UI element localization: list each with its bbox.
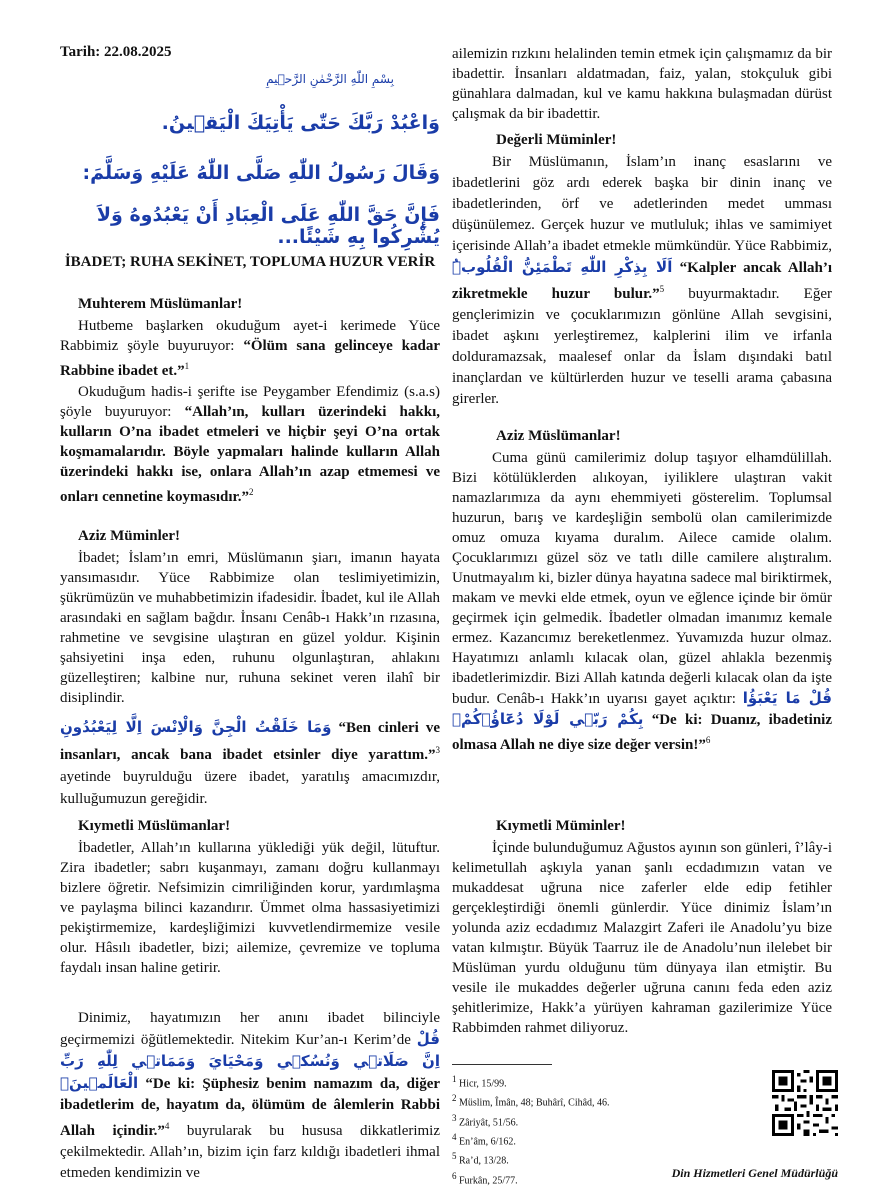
- paragraph: ailemizin rızkını helalinden temin etmek için çalışmamız da bir ibadettir. İnsanları aldatmadan, faiz, yalan, stokçuluk gibi günahlara dalmadan, kul ve kamu hakkına bulaşmadan dürüst çalışmak da bir ibadettir.: [452, 46, 832, 122]
- qr-code-icon[interactable]: [772, 1070, 838, 1136]
- footnote: $^4$ En’âm, 6/162.: [452, 1131, 516, 1148]
- paragraph: Bir Müslümanın, İslam’ın inanç esaslarını ve ibadetlerini göz ardı ederek başka bir dinin inanç ve ibadetlerinden, örf ve adetlerinden medet umması düşünülemez. Gerçek huzur ve mutluluk; ihlas ve samimiyet içerisinde Allah’a ibadet etmekle mümkündür. Yüce Rabbimiz, اَلَا بِذِكْرِ اللّٰهِ تَطْمَئِنُّ الْقُلُوبُۜ “Kalpler ancak Allah’ı zikretmekle huzur bulur.”$^5$ buyurmaktadır. Eğer gençlerimizin ve çocuklarımızın gönlüne Allah sevgisini, ibadet aşkını yerleştiremez, kalplerini ilim ve irfanla dolduramazsak, maalesef onlar da İslam dışındaki batıl inançlardan ve kültürlerden huzur ve teselli arama çabasına girerler.: [452, 154, 833, 407]
- footnote-divider: [452, 1064, 552, 1065]
- paragraph: İbadetler, Allah’ın kullarına yüklediği yük değil, lütuftur. Zira ibadetler; sabrı kuşanmayı, zamanı doğru kullanmayı bizlere öğretir. Nefsimizin cimriliğinden korur, yardımlaşma ve paylaşma bilinci kazandırır. Ümmet olma hassasiyetimizi pekiştirmemize, kardeşliğimizi kuvvetlendirmemize vesile olur. Hâsılı ibadetler, bizi; ailemize, çevremize ve topluma faydalı insan haline getirir.: [60, 840, 440, 976]
- arabic-inline-ayah: قُلْ مَا يَعْبَؤُا بِكُمْ رَبّ۪ي لَوْلَا دُعَٓاؤُ۬كُمْۚ: [452, 689, 832, 728]
- paragraph: İçinde bulunduğumuz Ağustos ayının son günleri, î’lây-i kelimetullah aşkıyla yanan şanlı ecdadımızın vatan ve mukaddesat uğruna nice zaferler elde edip fetihler gerçekleştirdiği önemli günlerdir. Yüce dinimiz İslam’ın yolunda aziz ecdadımız Malazgirt Zaferi ile Anadolu’yu bize vatan kılmıştır. Büyük Taarruz ile de Anadolu’nun ilelebet bir Müslüman yurdu olduğunu tüm dünyaya ilan etmiştir. Bu vesile ile mukaddes değerler uğruna canını feda eden aziz şehitlerimize, Hakk’a yürüyen kahraman gazilerimize Yüce Rabbimden rahmet diliyoruz.: [452, 840, 832, 1036]
- date-label: Tarih: 22.08.2025: [60, 44, 172, 60]
- arabic-hadith-intro: وَقَالَ رَسُولُ اللّٰهِ صَلَّى اللّٰهُ عَلَيْهِ وَسَلَّمَ:: [82, 162, 440, 184]
- arabic-inline-ayah: وَمَا خَلَقْتُ الْجِنَّ وَالْاِنْسَ اِلَّا لِيَعْبُدُونِ: [60, 718, 332, 736]
- footnote: $^3$ Zâriyât, 51/56.: [452, 1112, 519, 1128]
- sermon-title: İBADET; RUHA SEKİNET, TOPLUMA HUZUR VERİR: [64, 254, 436, 270]
- section-heading: Değerli Müminler!: [496, 132, 617, 148]
- paragraph: Hutbeme başlarken okuduğum ayet-i kerimede Yüce Rabbimiz şöyle buyuruyor: “Ölüm sana gelinceye kadar Rabbine ibadet et.”$^1$: [60, 318, 440, 379]
- arabic-ayah: وَاعْبُدْ رَبَّكَ حَتّٰى يَأْتِيَكَ الْيَق۪ينُ.: [161, 112, 440, 134]
- paragraph: Cuma günü camilerimiz dolup taşıyor elhamdülillah. Bizi kötülüklerden alıkoyan, iyiliklere ulaştıran vakit namazlarımıza da aynı ehemmiyeti gösterelim. Toplumsal huzurun, barış ve kardeşliğin sembolü olan camilerimizde omuz omuza kıyama duralım. Ailece camide olalım. Çocuklarımızı güzel söz ve tatlı dille camilere alıştıralım. Unutmayalım ki, bizler dünya hayatına sadece mal biriktirmek, makam ve mevki elde etmek, oyun ve eğlence içinde bir ömür geçirmek için gelmedik. İbadetler olmadan imanımız kemale ermez. Kazancımız bereketlenmez. Yuvamızda huzur olmaz. Hayatımızı anlamlı kılacak olan, güzel ahlakla bezenmiş ibadetlerimizdir. Bizi Allah katında değerli kılacak olan da işte budur. Cenâb-ı Hakk’ın uyarısı gayet açıktır: قُلْ مَا يَعْبَؤُا بِكُمْ رَبّ۪ي لَوْلَا دُعَٓاؤُ۬كُمْۚ “De ki: Duanız, ibadetiniz olmasa Allah ne diye size değer versin!”$^6$: [452, 450, 832, 753]
- arabic-inline-ayah: اَلَا بِذِكْرِ اللّٰهِ تَطْمَئِنُّ الْقُلُوبُۜ: [452, 258, 673, 276]
- footnote: $^2$ Müslim, Îmân, 48; Buhârî, Cihâd, 46.: [452, 1093, 610, 1109]
- section-heading: Aziz Müminler!: [78, 528, 181, 544]
- bismillah-calligraphy: بِسْمِ اللّٰهِ الرَّحْمٰنِ الرَّح۪يمِ: [266, 72, 394, 86]
- section-heading: Kıymetli Müminler!: [496, 818, 626, 834]
- arabic-hadith: فَإِنَّ حَقَّ اللّٰهِ عَلَى الْعِبَادِ أَنْ يَعْبُدُوهُ وَلاَ يُشْرِكُوا بِهِ شَيْئًا...: [96, 204, 440, 248]
- paragraph: Dinimiz, hayatımızın her anını ibadet bilinciyle geçirmemizi öğütlemektedir. Nitekim Kur’an-ı Kerim’de قُلْ اِنَّ صَلَات۪ي وَنُسُك۪ي وَمَحْيَايَ وَمَمَات۪ي لِلّٰهِ رَبِّ الْعَالَم۪ينَۙ “De ki: Şüphesiz benim namazım da, diğer ibadetlerim de, hayatım da, ölümüm de âlemlerin Rabbi Allah içindir.”$^4$ buyrularak bu hususa dikkatlerimiz çekilmektedir. Allah’ın, bizim için farz kıldığı ibadetleri ihmal etmeden kendimizin ve: [60, 1010, 441, 1181]
- section-heading: Aziz Müslümanlar!: [496, 428, 621, 444]
- section-heading: Muhterem Müslümanlar!: [78, 296, 243, 312]
- paragraph: وَمَا خَلَقْتُ الْجِنَّ وَالْاِنْسَ اِلَّا لِيَعْبُدُونِ “Ben cinleri ve insanları, ancak bana ibadet etsinler diye yarattım.”$^3$ ayetinde buyrulduğu üzere ibadet, yaratılış amacımızdır, kulluğumuzun gereğidir.: [60, 718, 441, 807]
- footnote: $^5$ Ra’d, 13/28.: [452, 1151, 509, 1167]
- footnote: $^6$ Furkân, 25/77.: [452, 1170, 518, 1186]
- paragraph: Okuduğum hadis-i şerifte ise Peygamber Efendimiz (s.a.s) şöyle buyuruyor: “Allah’ın, kulları üzerindeki hakkı, kulların O’na ibadet etmeleri ve hiçbir şeyi O’na ortak koşmamalarıdır. Böyle yapmaları halinde kulların Allah üzerindeki hakkı ise, onlara Allah’ın azap etmemesi ve onları cennetine koymasıdır.”$^2$: [60, 384, 440, 505]
- arabic-inline-ayah: قُلْ اِنَّ صَلَات۪ي وَنُسُك۪ي وَمَحْيَايَ وَمَمَات۪ي لِلّٰهِ رَبِّ الْعَالَم۪ينَۙ: [60, 1030, 441, 1092]
- department-name: Din Hizmetleri Genel Müdürlüğü: [671, 1166, 838, 1180]
- paragraph: İbadet; İslam’ın emri, Müslümanın şiarı, imanın hayata yansımasıdır. Yüce Rabbimize olan teslimiyetimizin, şükrümüzün ve muhabbetimizin ifadesidir. İbadet, kul ile Allah arasındaki en sağlam bağdır. İnsanı Cenâb-ı Hakk’ın rızasına, rahmetine ve sevgisine ulaştıran en güzel yoldur. Kişinin şahsiyetini inşa eden, ruhunu olgunlaştıran, ahlakını güzelleştiren; kalbine nur, ruhuna sekinet veren ilahî bir disiplindir.: [60, 550, 440, 706]
- footnote: $^1$ Hicr, 15/99.: [452, 1074, 507, 1090]
- section-heading: Kıymetli Müslümanlar!: [78, 818, 231, 834]
